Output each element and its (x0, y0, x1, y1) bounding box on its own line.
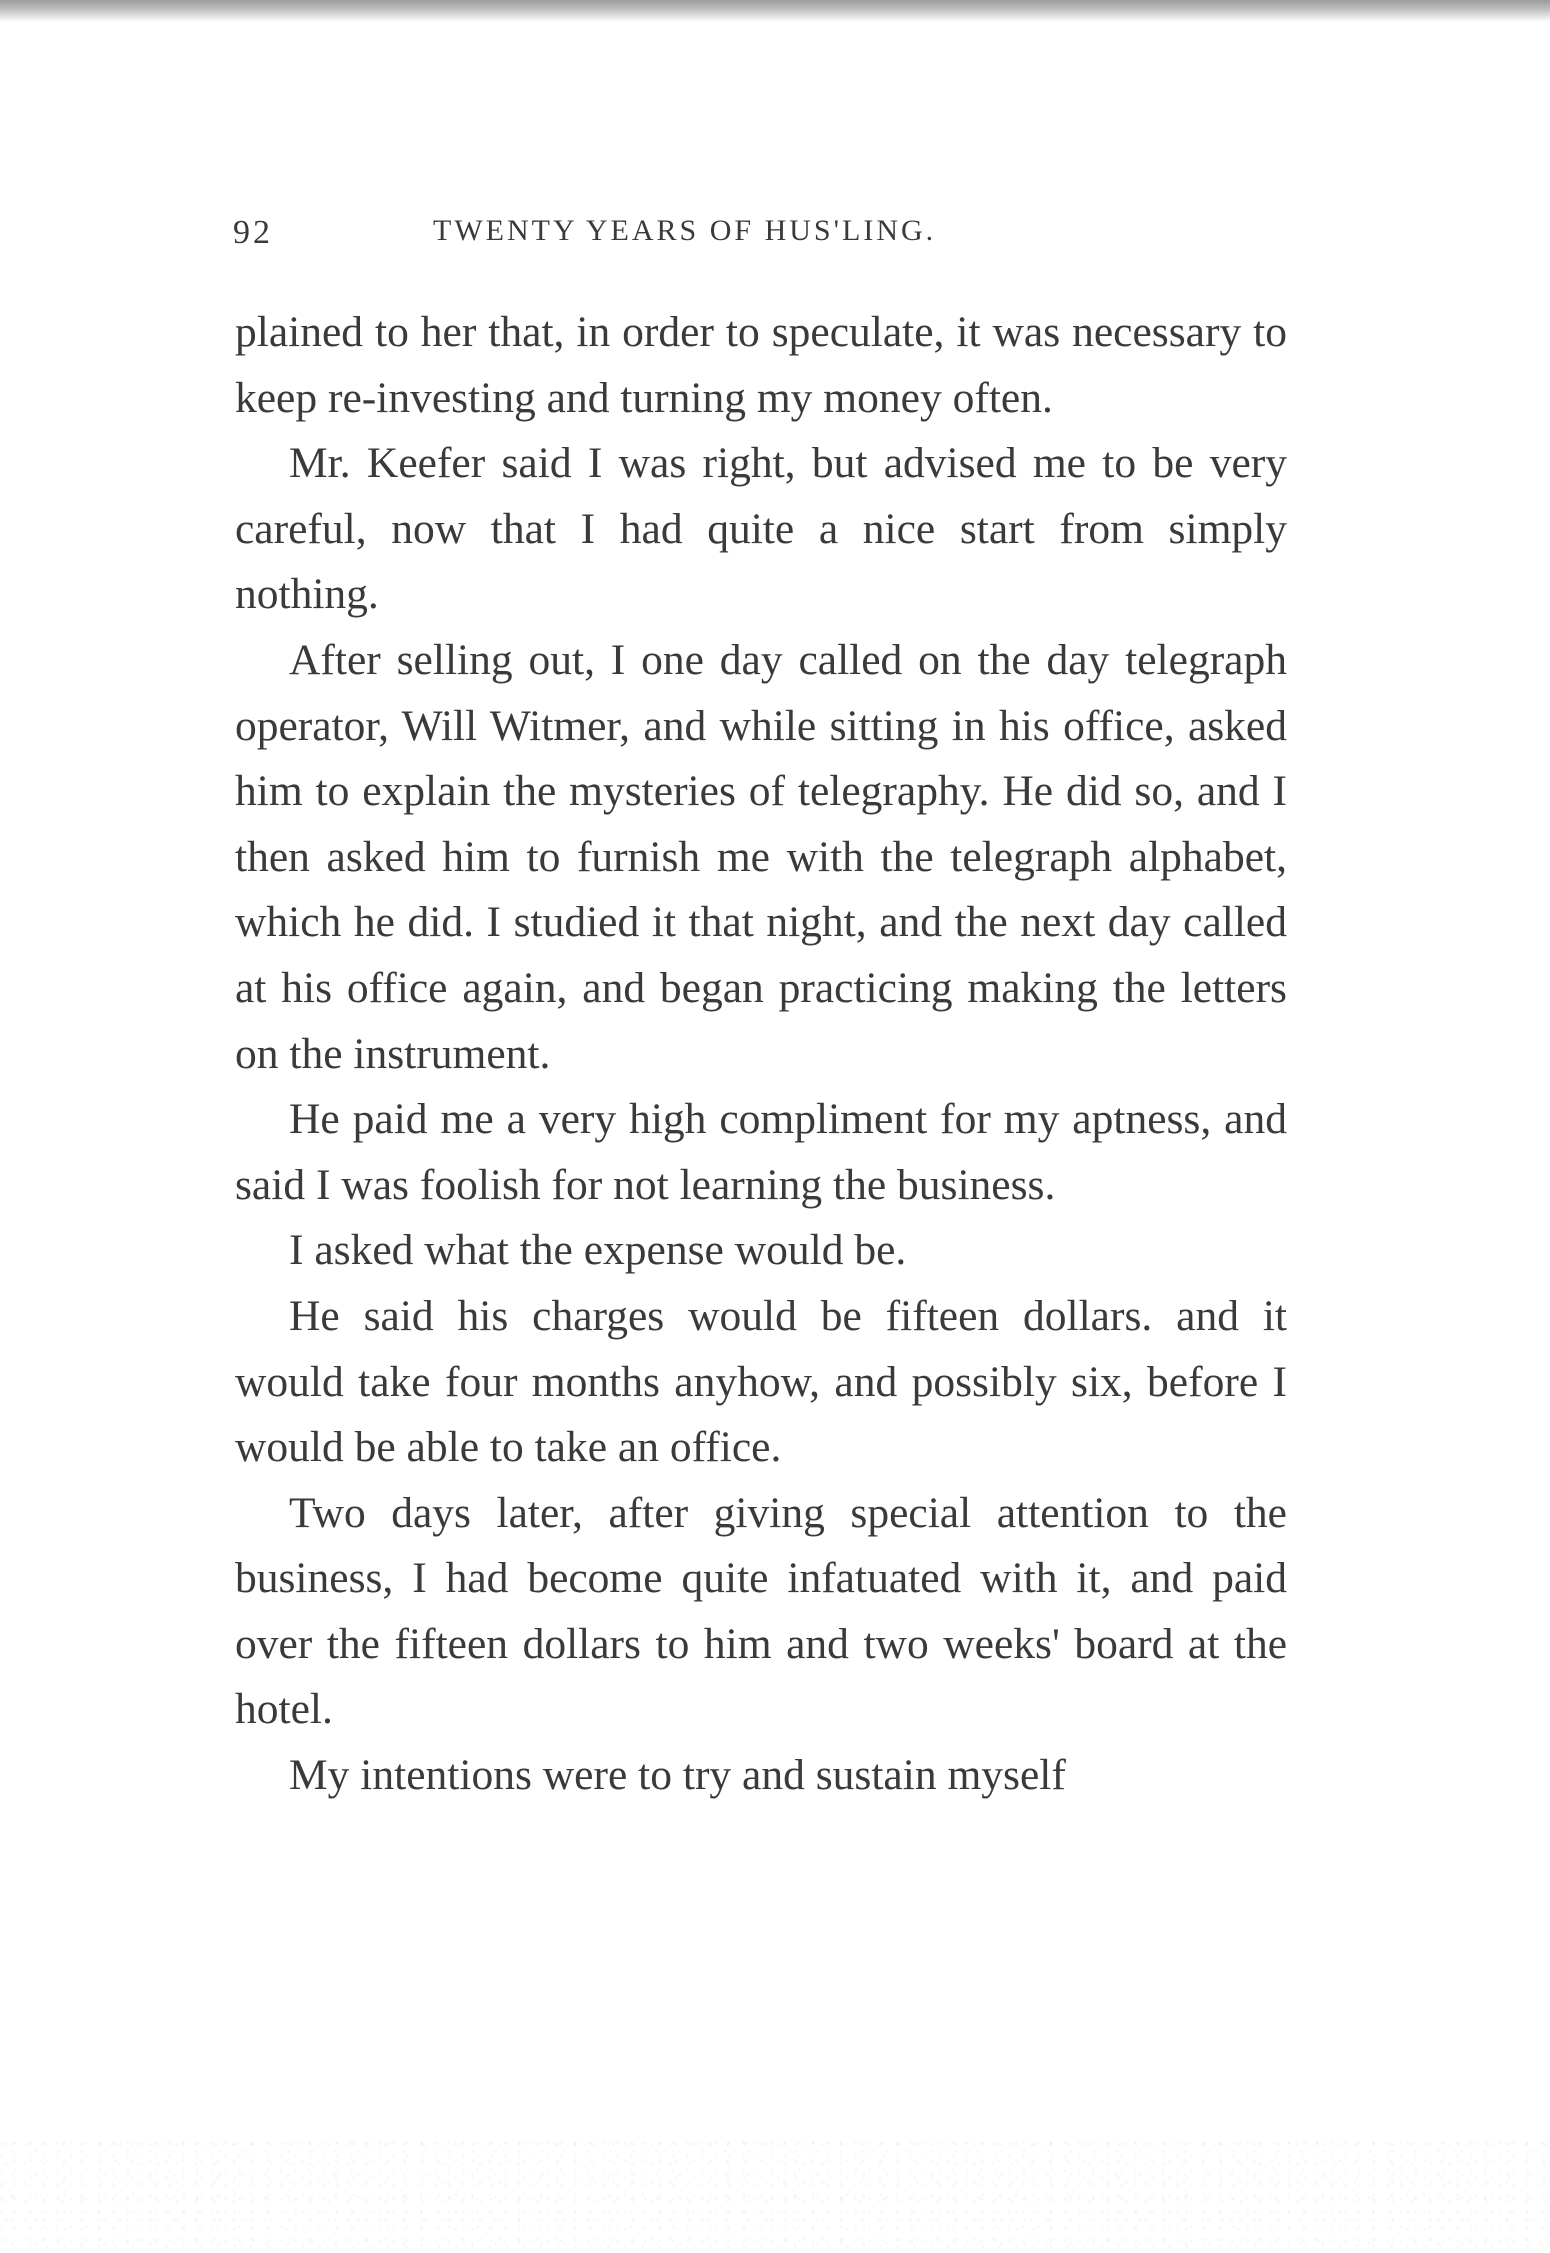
page-bottom-texture (0, 2133, 1550, 2253)
paragraph: I asked what the expense would be. (289, 1226, 907, 1275)
paragraph: He paid me a very high compliment for my aptness, and said I was foolish for not learning the business. (235, 1095, 1287, 1209)
page-top-edge (0, 0, 1550, 22)
paragraph: After selling out, I one day called on the day telegraph operator, Will Witmer, and while sitting in his office, asked him to explain the mysteries of telegraphy. He did so, and I then asked him to furnish me with the telegraph alphabet, which he did. I studied it that night, and the next day called at his office again, and began practicing making the letters on the instrument. (235, 635, 1287, 1078)
running-title: TWENTY YEARS OF HUS'LING. (433, 214, 937, 247)
paragraph: My intentions were to try and sustain myself (289, 1751, 1066, 1800)
running-head (233, 214, 1283, 264)
paragraph: Two days later, after giving special attention to the business, I had become quite infatuated with it, and paid over the fifteen dollars to him and two weeks' board at the hotel. (235, 1488, 1287, 1734)
paragraph: Mr. Keefer said I was right, but advised me to be very careful, now that I had quite a nice start from simply nothing. (235, 439, 1287, 619)
body-text (235, 300, 1287, 1809)
paragraph: He said his charges would be fifteen dollars. and it would take four months anyhow, and possibly six, before I would be able to take an office. (235, 1291, 1287, 1472)
paragraph: plained to her that, in order to speculate, it was necessary to keep re-investing and turning my money often. (235, 308, 1287, 422)
page-number: 92 (233, 214, 273, 251)
